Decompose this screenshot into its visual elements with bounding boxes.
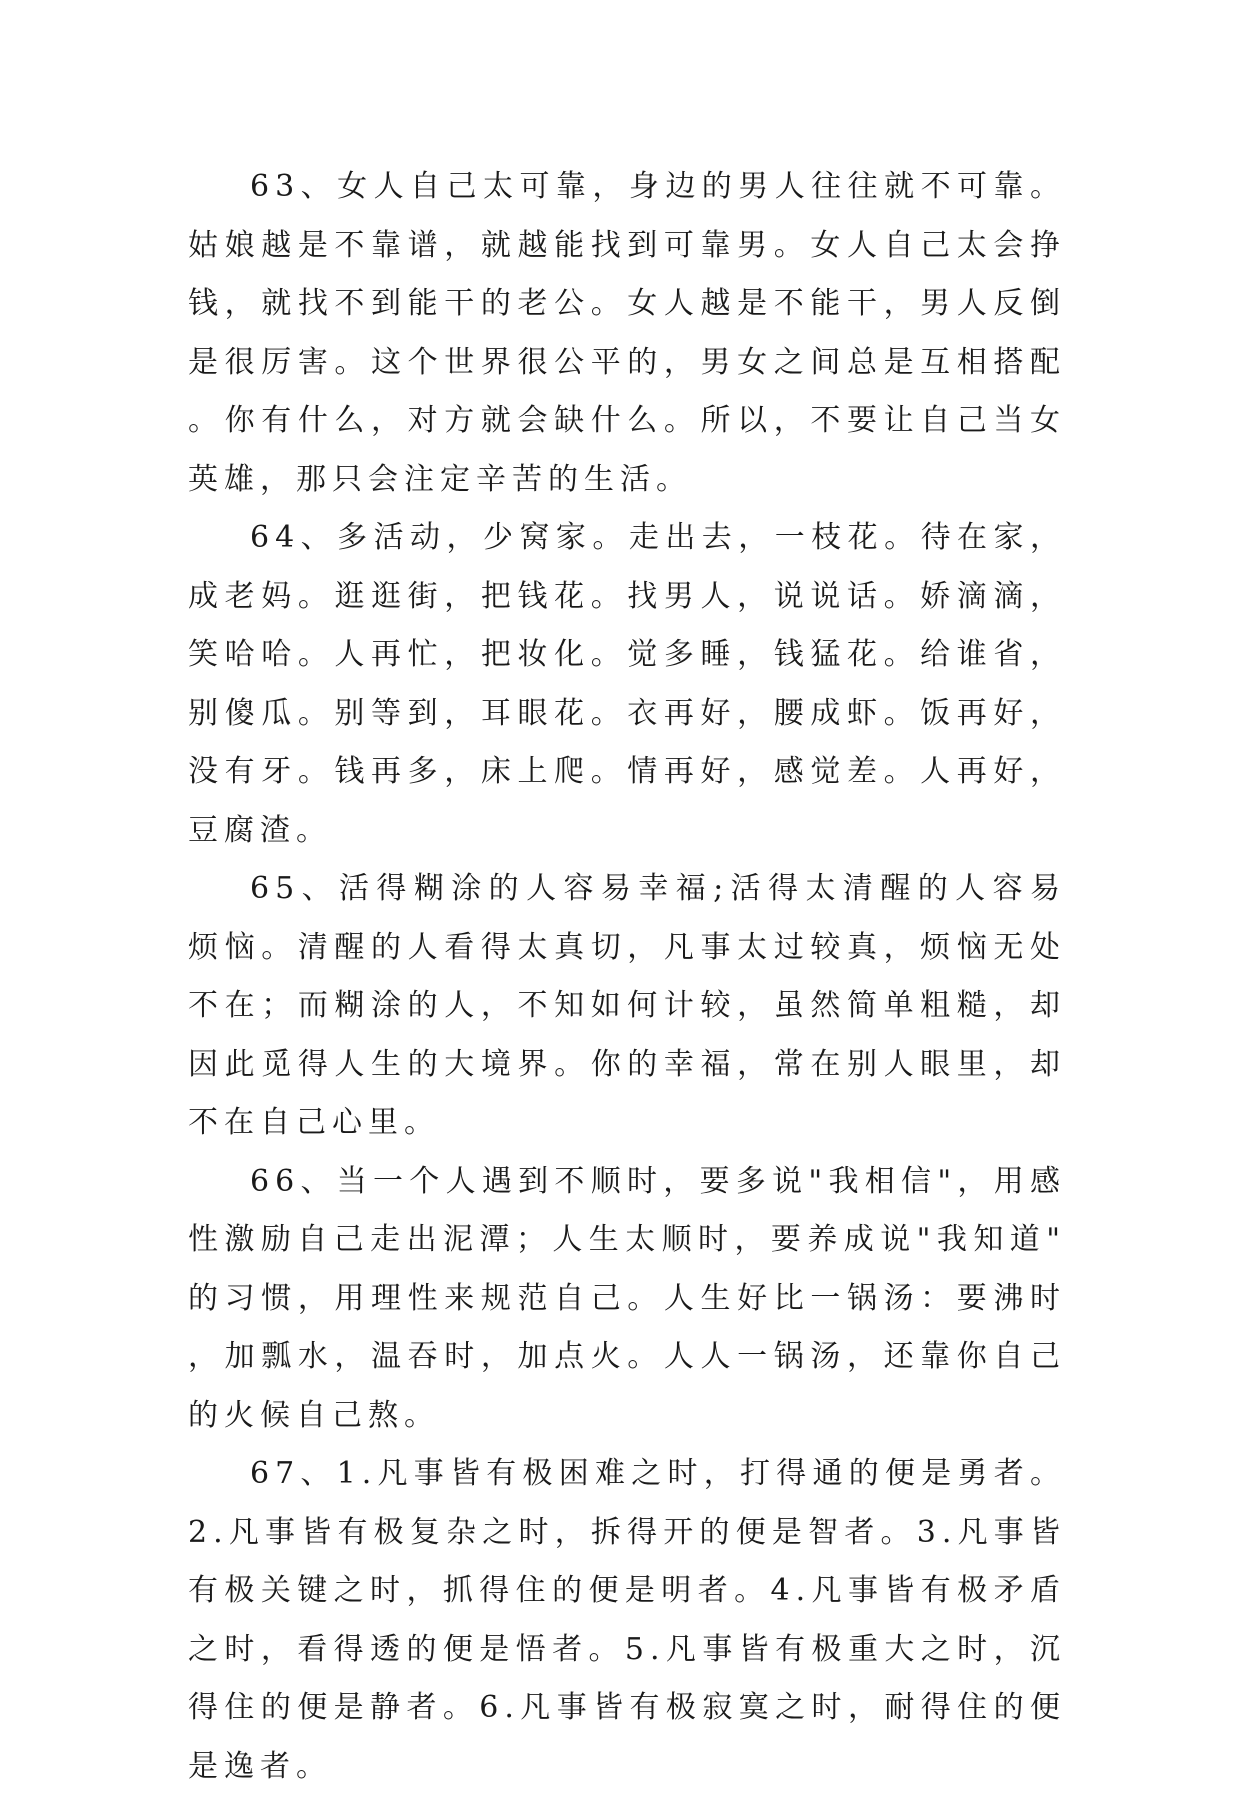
- paragraph-67: 67、1.凡事皆有极困难之时，打得通的便是勇者。2.凡事皆有极复杂之时，拆得开的便是智者。3.凡事皆有极关键之时，抓得住的便是明者。4.凡事皆有极矛盾之时，看得透的便是悟者。5.凡事皆有极重大之时，沉得住的便是静者。6.凡事皆有极寂寞之时，耐得住的便是逸者。: [188, 1456, 1066, 1784]
- document-body: [188, 158, 1066, 1796]
- paragraph-63: 63、女人自己太可靠，身边的男人往往就不可靠。姑娘越是不靠谱，就越能找到可靠男。女人自己太会挣钱，就找不到能干的老公。女人越是不能干，男人反倒是很厉害。这个世界很公平的，男女之间总是互相搭配。你有什么，对方就会缺什么。所以，不要让自己当女英雄，那只会注定辛苦的生活。: [188, 169, 1066, 497]
- paragraph-64: 64、多活动，少窝家。走出去，一枝花。待在家，成老妈。逛逛街，把钱花。找男人，说说话。娇滴滴，笑哈哈。人再忙，把妆化。觉多睡，钱猛花。给谁省，别傻瓜。别等到，耳眼花。衣再好，腰成虾。饭再好，没有牙。钱再多，床上爬。情再好，感觉差。人再好，豆腐渣。: [188, 520, 1066, 848]
- paragraph-66: 66、当一个人遇到不顺时，要多说"我相信"，用感性激励自己走出泥潭；人生太顺时，要养成说"我知道"的习惯，用理性来规范自己。人生好比一锅汤：要沸时，加瓢水，温吞时，加点火。人人一锅汤，还靠你自己的火候自己熬。: [188, 1163, 1066, 1433]
- paragraph-65: 65、活得糊涂的人容易幸福;活得太清醒的人容易烦恼。清醒的人看得太真切，凡事太过较真，烦恼无处不在；而糊涂的人，不知如何计较，虽然简单粗糙，却因此觅得人生的大境界。你的幸福，常在别人眼里，却不在自己心里。: [188, 871, 1066, 1140]
